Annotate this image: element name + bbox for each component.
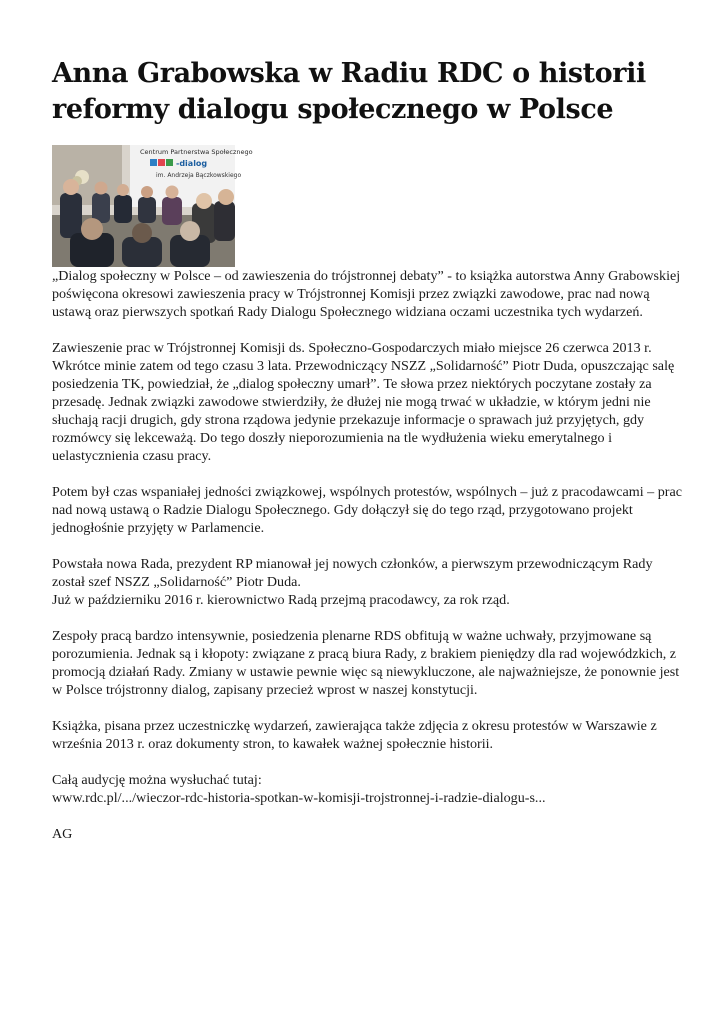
banner-line3: im. Andrzeja Bączkowskiego — [156, 172, 242, 179]
paragraph-teams: Zespoły pracą bardzo intensywnie, posiedzenia plenarne RDS obfitują w ważne uchwały, przyjmowane są porozumienia. Jednak są i kłopoty: związane z pracą biura Rady, z brakiem pieniędzy dla rad wojewódzkich, z promocją działań Rady. Zmiany w ustawie pewnie więc są niewykluczone, ale najważniejsze, że ponownie jest w Polsce trójstronny dialog, zapisany przecież wprost w naszej konstytucji. — [52, 628, 680, 698]
article-photo — [52, 145, 253, 267]
paragraph-intro: „Dialog społeczny w Polsce – od zawieszenia do trójstronnej debaty” - to książka autorstwa Anny Grabowskiej poświęcona okresowi zawieszenia pracy w Trójstronnej Komisji przez związki zawodowe, prac nad nową ustawą oraz pierwszych spotkań Rady Dialogu Społecznego widziana oczami uczestnika tych wydarzeń. — [52, 268, 681, 320]
paragraph-unity: Potem był czas wspaniałej jedności związkowej, wspólnych protestów, wspólnych – już z pracodawcami – prac nad nową ustawą o Radzie Dialogu Społecznego. Gdy dołączył się do tego rząd, przygotowano projekt jednogłośnie przyjęty w Parlamencie. — [52, 484, 682, 536]
article-title: Anna Grabowska w Radiu RDC o historii reformy dialogu społecznego w Polsce — [52, 58, 646, 125]
paragraph-new-council: Powstała nowa Rada, prezydent RP mianował jej nowych członków, a pierwszym przewodniczącym Rady został szef NSZZ „Solidarność” Piotr Duda. — [52, 556, 653, 590]
paragraph-october: Już w październiku 2016 r. kierownictwo Radą przejmą pracodawcy, za rok rząd. — [52, 592, 510, 608]
article — [52, 56, 682, 843]
article-body — [52, 267, 682, 843]
banner-line2: -dialog — [176, 159, 208, 168]
author-signature: AG — [52, 826, 73, 842]
paragraph-book: Książka, pisana przez uczestniczkę wydarzeń, zawierająca także zdjęcia z okresu protestów w Warszawie z września 2013 r. oraz dokumenty stron, to kawałek ważnej społecznie historii. — [52, 718, 657, 752]
paragraph-suspension: Zawieszenie prac w Trójstronnej Komisji ds. Społeczno-Gospodarczych miało miejsce 26 czerwca 2013 r. Wkrótce minie zatem od tego czasu 3 lata. Przewodniczący NSZZ „Solidarność” Piotr Duda, opuszczając salę posiedzenia TK, powiedział, że „dialog społeczny umarł”. Te słowa przez niektórych poczytane zostały za przesadę. Jednak związki zawodowe stwierdziły, że dłużej nie mogą trwać w układzie, w którym jedni nie słuchają racji drugich, gdy strona rządowa jedynie przekazuje informacje o sprawach już przyjętych, gdy rozmówcy się lekceważą. Do tego doszły nieporozumienia na tle wydłużenia wieku emerytalnego i uelastycznienia czasu pracy. — [52, 340, 675, 464]
banner-line1: Centrum Partnerstwa Społecznego — [140, 148, 253, 156]
paragraph-audio-intro: Całą audycję można wysłuchać tutaj: — [52, 772, 262, 788]
audio-link[interactable]: www.rdc.pl/.../wieczor-rdc-historia-spotkan-w-komisji-trojstronnej-i-radzie-dialogu-s... — [52, 790, 546, 806]
